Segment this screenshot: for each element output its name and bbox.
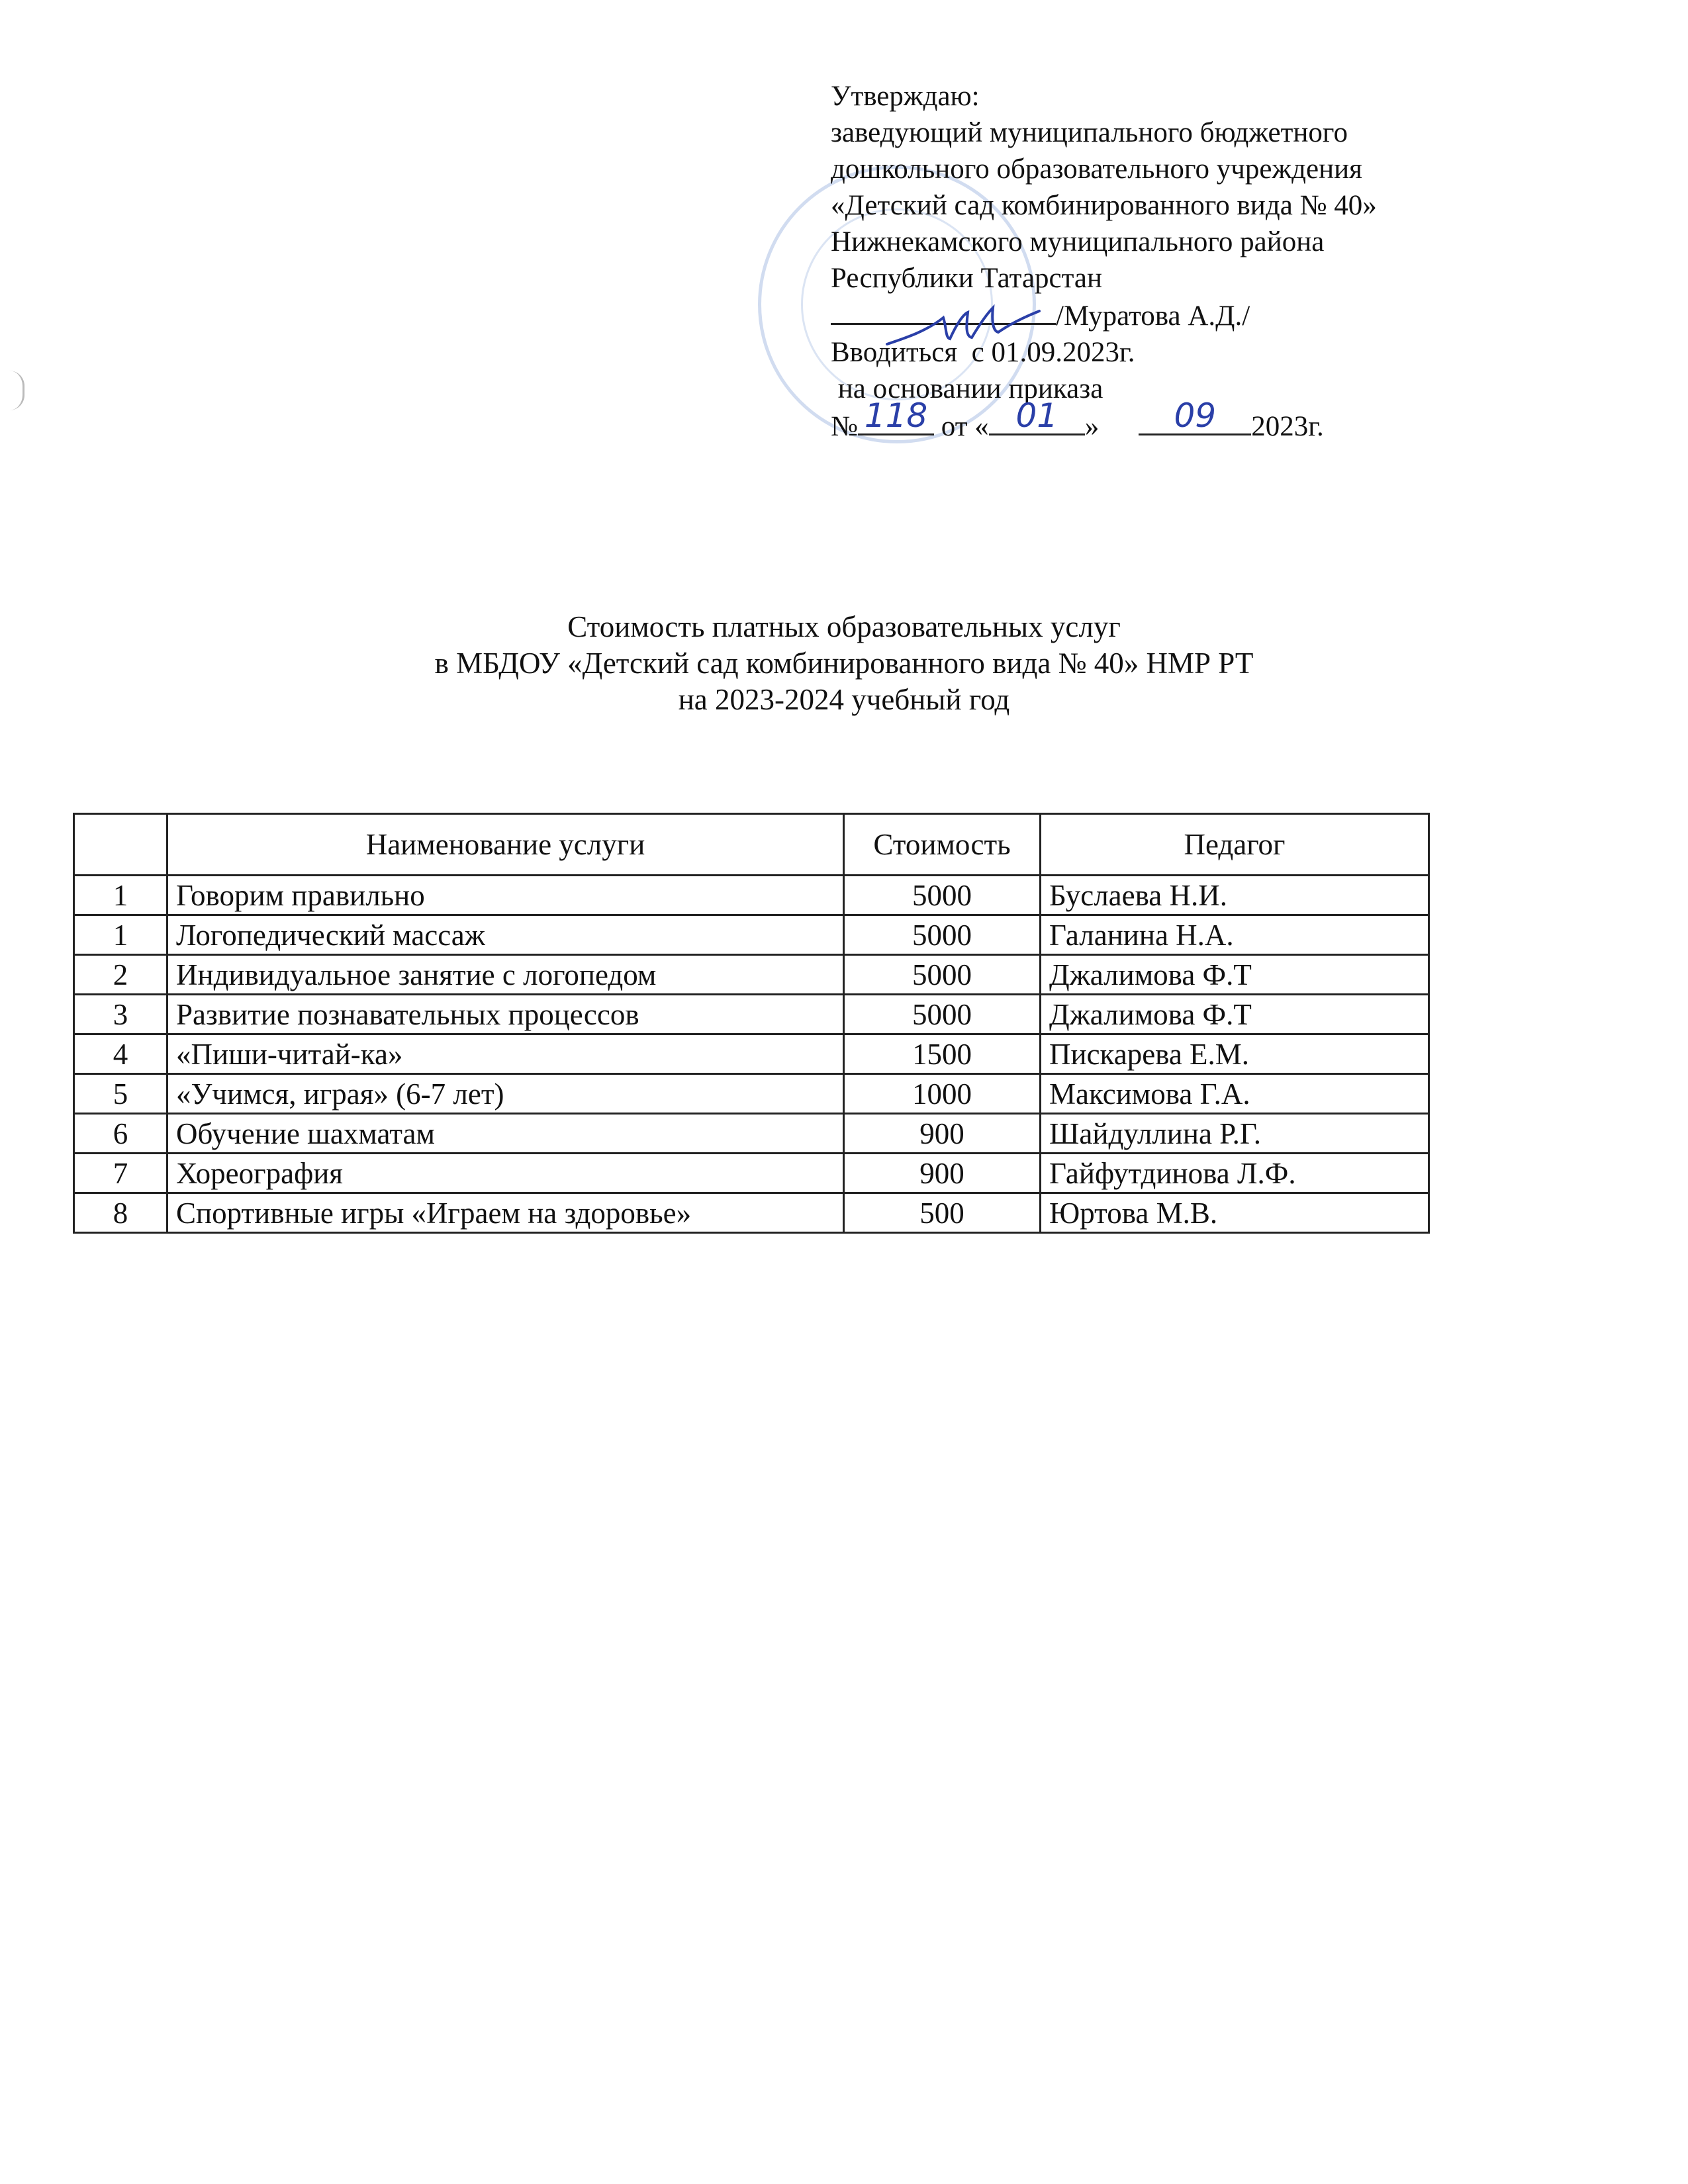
row-name: Обучение шахматам xyxy=(167,1114,844,1154)
row-teacher: Галанина Н.А. xyxy=(1041,915,1429,955)
row-num: 8 xyxy=(74,1193,167,1233)
title-line-3: на 2023-2024 учебный год xyxy=(678,683,1010,716)
row-num: 1 xyxy=(74,876,167,915)
row-cost: 5000 xyxy=(844,876,1041,915)
order-basis: на основании приказа xyxy=(831,373,1103,404)
row-num: 6 xyxy=(74,1114,167,1154)
row-name: Индивидуальное занятие с логопедом xyxy=(167,955,844,995)
approval-line-6: Республики Татарстан xyxy=(831,263,1103,294)
row-name: «Учимся, играя» (6-7 лет) xyxy=(167,1074,844,1114)
row-cost: 5000 xyxy=(844,955,1041,995)
effective-date: Вводиться с 01.09.2023г. xyxy=(831,337,1135,368)
row-name: Логопедический массаж xyxy=(167,915,844,955)
order-month-blank xyxy=(1139,396,1251,435)
row-cost: 900 xyxy=(844,1114,1041,1154)
row-cost: 1000 xyxy=(844,1074,1041,1114)
row-cost: 1500 xyxy=(844,1034,1041,1074)
row-teacher: Максимова Г.А. xyxy=(1041,1074,1429,1114)
row-teacher: Джалимова Ф.Т xyxy=(1041,995,1429,1034)
title-line-2: в МБДОУ «Детский сад комбинированного вида № 40» НМР РТ xyxy=(434,647,1254,680)
order-line xyxy=(831,396,1526,445)
order-number: 118 xyxy=(864,396,928,435)
order-day-blank xyxy=(989,396,1085,435)
row-cost: 5000 xyxy=(844,995,1041,1034)
row-teacher: Юртова М.В. xyxy=(1041,1193,1429,1233)
row-teacher: Буслаева Н.И. xyxy=(1041,876,1429,915)
row-teacher: Гайфутдинова Л.Ф. xyxy=(1041,1154,1429,1193)
order-number-blank xyxy=(858,396,934,435)
row-num: 3 xyxy=(74,995,167,1034)
signatory-name: /Муратова А.Д./ xyxy=(1056,300,1250,332)
approval-line-3: дошкольного образовательного учреждения xyxy=(831,154,1362,185)
table-row xyxy=(74,1154,1429,1193)
row-num: 7 xyxy=(74,1154,167,1193)
row-name: Развитие познавательных процессов xyxy=(167,995,844,1034)
order-month: 09 xyxy=(1174,396,1217,435)
header-cost: Стоимость xyxy=(844,814,1041,876)
approval-line-5: Нижнекамского муниципального района xyxy=(831,226,1325,257)
document-title xyxy=(0,609,1688,718)
row-num: 2 xyxy=(74,955,167,995)
row-name: Спортивные игры «Играем на здоровье» xyxy=(167,1193,844,1233)
row-cost: 900 xyxy=(844,1154,1041,1193)
table-row xyxy=(74,1074,1429,1114)
row-num: 5 xyxy=(74,1074,167,1114)
row-num: 4 xyxy=(74,1034,167,1074)
table-row xyxy=(74,995,1429,1034)
header-name: Наименование услуги xyxy=(167,814,844,876)
row-num: 1 xyxy=(74,915,167,955)
order-from-label: от « xyxy=(934,411,989,442)
header-num xyxy=(74,814,167,876)
table-row xyxy=(74,1114,1429,1154)
table-row xyxy=(74,876,1429,915)
row-name: «Пиши-читай-ка» xyxy=(167,1034,844,1074)
row-cost: 500 xyxy=(844,1193,1041,1233)
row-name: Хореография xyxy=(167,1154,844,1193)
row-teacher: Шайдуллина Р.Г. xyxy=(1041,1114,1429,1154)
order-mid-quote: » xyxy=(1084,411,1100,442)
row-cost: 5000 xyxy=(844,915,1041,955)
table-row xyxy=(74,1193,1429,1233)
order-no-prefix: № xyxy=(831,411,859,442)
row-name: Говорим правильно xyxy=(167,876,844,915)
approval-line-1: Утверждаю: xyxy=(831,81,980,112)
director-signature xyxy=(880,298,1046,357)
table-row xyxy=(74,915,1429,955)
header-teacher: Педагог xyxy=(1041,814,1429,876)
approval-block xyxy=(831,78,1526,445)
order-year: 2023г. xyxy=(1251,411,1324,442)
table-row xyxy=(74,955,1429,995)
row-teacher: Пискарева Е.М. xyxy=(1041,1034,1429,1074)
table-header-row xyxy=(74,814,1429,876)
row-teacher: Джалимова Ф.Т xyxy=(1041,955,1429,995)
scan-edge-mark xyxy=(9,371,24,410)
services-table xyxy=(73,813,1430,1234)
title-line-1: Стоимость платных образовательных услуг xyxy=(567,610,1121,643)
approval-line-2: заведующий муниципального бюджетного xyxy=(831,117,1348,148)
table-row xyxy=(74,1034,1429,1074)
order-day: 01 xyxy=(1015,396,1058,435)
approval-line-4: «Детский сад комбинированного вида № 40» xyxy=(831,190,1377,221)
